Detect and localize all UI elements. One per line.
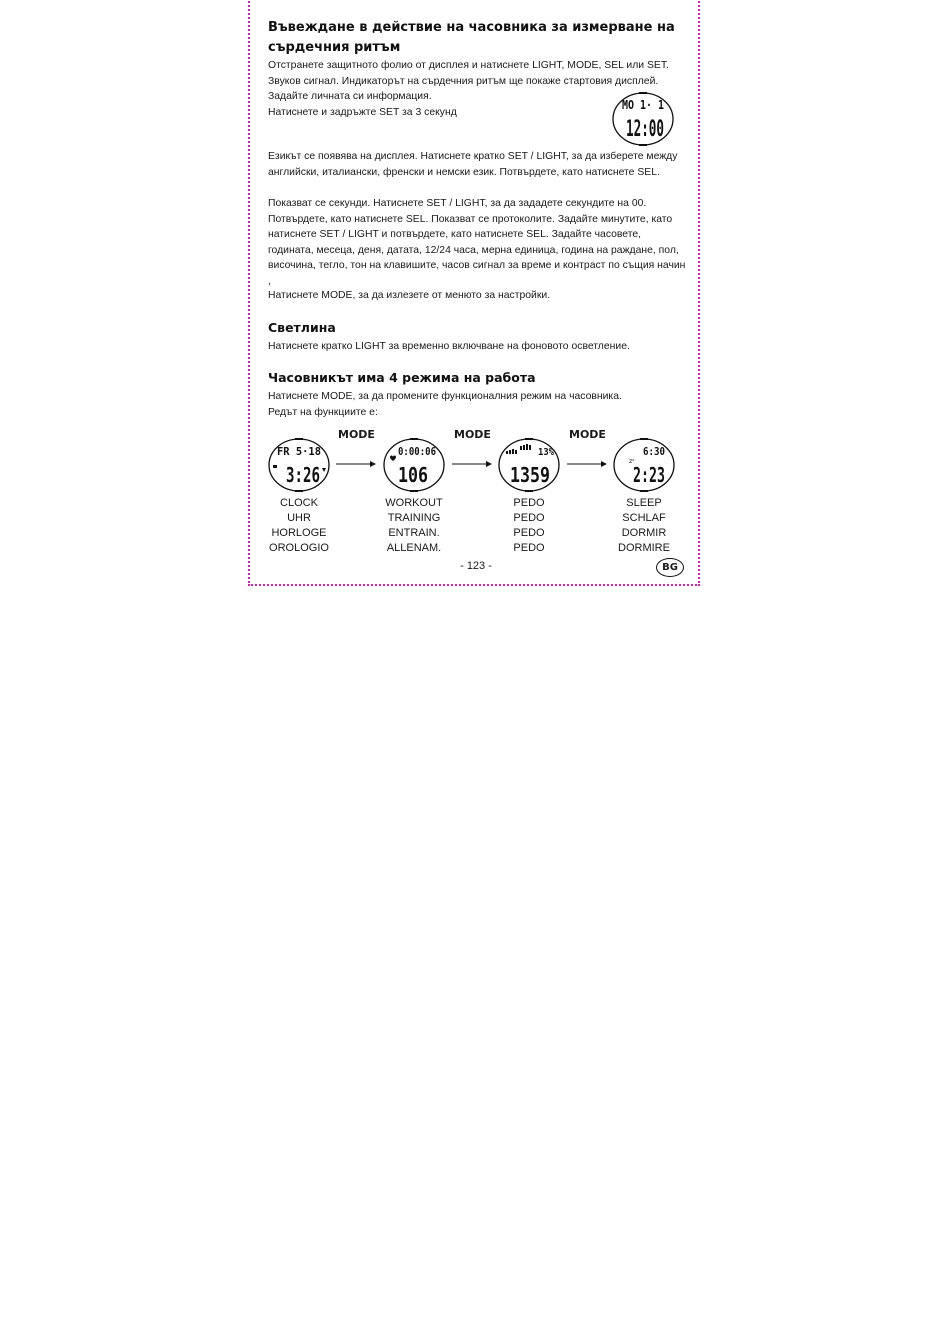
startup-watch-display <box>612 92 676 146</box>
paragraph-exit-menu: Натиснете MODE, за да излезете от менюто за настройки. <box>268 290 551 301</box>
caption-workout: WORKOUT TRAINING ENTRAIN. ALLENAM. <box>385 497 443 554</box>
exit-text <box>268 288 688 304</box>
paragraph-remove-foil: Отстранете защитното фолио от дисплея и натиснете LIGHT, MODE, SEL или SET. Звуков сигнал. Индикаторът на сърдечния ритъм ще покаже стартовия дисплей. <box>268 60 669 87</box>
paragraph-light: Натиснете кратко LIGHT за временно включване на фоновото осветление. <box>268 341 630 352</box>
clock-display-main: 3:26 <box>286 463 320 487</box>
section-heading-light: Светлина <box>268 320 336 335</box>
paragraph-hold-set: Натиснете и задръжте SET за 3 секунд <box>268 106 457 118</box>
arrow-right-icon <box>452 459 494 469</box>
section-heading-startup: Въвеждане в действие на часовника за измерване на сърдечния ритъм <box>268 20 675 55</box>
page-number: - 123 - <box>460 560 492 572</box>
mode-label-1: MODE <box>338 428 375 441</box>
watch-sleep <box>613 438 675 492</box>
paragraph-change-mode: Натиснете MODE, за да промените функционалния режим на часовника. <box>268 391 622 402</box>
mode-label-3: MODE <box>569 428 606 441</box>
clock-display-top: FR 5·18 <box>277 445 321 458</box>
sleep-display-top: 6:30 <box>643 445 665 458</box>
paragraph-order: Редът на функциите е: <box>268 406 378 418</box>
watch-clock <box>268 438 330 492</box>
sleep-zz-icon: zᶻ <box>629 458 635 465</box>
caption-clock: CLOCK UHR HORLOGE OROLOGIO <box>269 497 329 554</box>
settings-text <box>268 196 688 290</box>
language-badge: BG <box>656 558 684 577</box>
pedo-display-main: 1359 <box>510 463 550 487</box>
watch-pedo <box>498 438 560 492</box>
pedo-display-top: 13% <box>538 447 554 458</box>
modes-text <box>268 389 688 420</box>
light-text <box>268 339 688 355</box>
workout-display-main: 106 <box>398 463 428 487</box>
caption-sleep: SLEEP SCHLAF DORMIR DORMIRE <box>618 497 670 554</box>
sleep-display-main: 2:23 <box>633 463 665 487</box>
paragraph-settings: Показват се секунди. Натиснете SET / LIGHT, за да зададете секундите на 00. Потвърдете, като натиснете SEL. Показват се протоколите. Задайте минутите, като натиснете SET / LIGHT и потвърдете, като натиснете SEL. Задайте часовете, годината, месеца, деня, датата, 12/24 часа, мерна единица, година на раждане, пол, височина, тегло, тон на клавишите, часов сигнал за време и контраст по същия начин , <box>268 198 686 287</box>
paragraph-personal-info: Задайте личната си информация. <box>268 91 432 103</box>
watch-workout <box>383 438 445 492</box>
manual-page <box>248 0 700 586</box>
mode-label-2: MODE <box>454 428 491 441</box>
paragraph-language: Езикът се появява на дисплея. Натиснете кратко SET / LIGHT, за да изберете между английски, италиански, френски и немски език. Потвърдете, като натиснете SEL. <box>268 151 678 178</box>
workout-display-top: 0:00:06 <box>398 445 437 458</box>
arrow-right-icon <box>336 459 378 469</box>
caption-pedo: PEDO PEDO PEDO PEDO <box>513 497 545 554</box>
section-heading-modes: Часовникът има 4 режима на работа <box>268 370 536 385</box>
startup-display-main: 12:00 <box>626 117 664 142</box>
arrow-right-icon <box>567 459 609 469</box>
language-text <box>268 149 688 180</box>
startup-display-top: MO 1· 1 <box>622 98 664 112</box>
